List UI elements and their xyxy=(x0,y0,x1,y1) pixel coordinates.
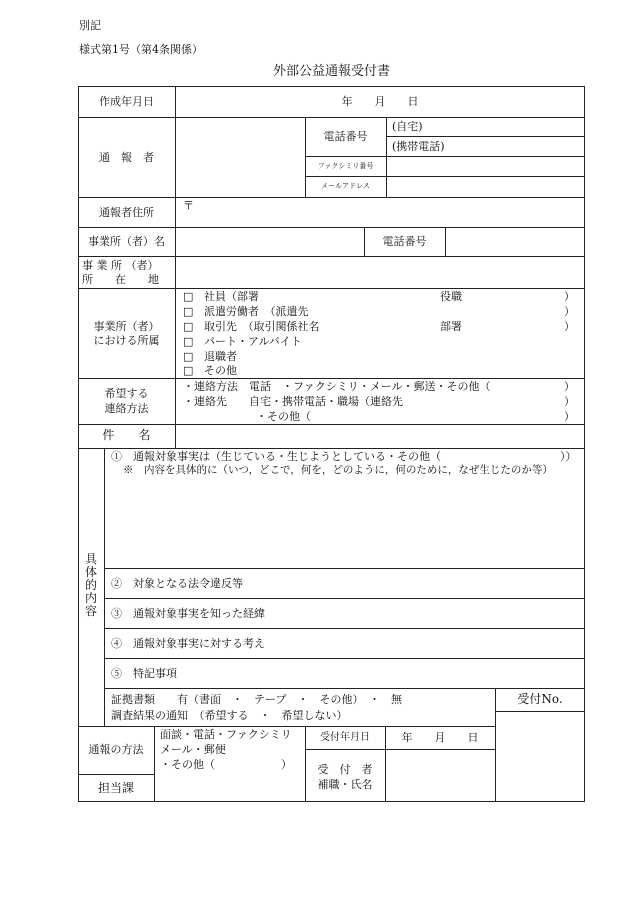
method-label: 通報の方法 xyxy=(88,743,144,756)
staff-label: 担当課 xyxy=(97,781,134,795)
phone-label: 電話番号 xyxy=(323,130,368,143)
document-title: 外部公益通報受付書 xyxy=(272,64,390,79)
checkbox-parttime[interactable]: □ xyxy=(183,335,194,348)
checkbox-dispatch[interactable]: □ xyxy=(183,305,194,318)
affiliation-employee-close: ） xyxy=(564,290,575,303)
method-line-3: ・その他（ ） xyxy=(160,758,292,771)
checkbox-retired[interactable]: □ xyxy=(183,350,194,363)
annex-label: 別記 xyxy=(79,19,101,32)
affiliation-dispatch: 派遣労働者 （派遣先 xyxy=(204,305,309,318)
reporter-label: 通 報 者 xyxy=(99,151,154,164)
contact-label-1: 希望する xyxy=(104,387,149,400)
affiliation-other: その他 xyxy=(204,364,237,377)
affiliation-retired: 退職者 xyxy=(204,350,237,363)
receipt-date-label: 受付年月日 xyxy=(320,732,370,743)
detail-1-question: ① 通報対象事実は（生じている・生じようとしている・その他（ xyxy=(111,450,441,463)
affiliation-employee: 社員（部署 xyxy=(204,290,259,303)
detail-5-notes: ⑤ 特記事項 xyxy=(111,667,177,680)
affiliation-employee-position: 役職 xyxy=(440,290,462,303)
form-number: 様式第1号（第4条関係） xyxy=(79,43,203,56)
postal-mark: 〒 xyxy=(183,199,194,212)
details-label: 具体的内容 xyxy=(84,552,97,618)
receipt-date-value: 年 月 日 xyxy=(401,731,479,744)
created-date-label: 作成年月日 xyxy=(99,95,154,108)
detail-1-note: ※ 内容を具体的に（いつ，どこで，何を，どのように，何のために，なぜ生じたのか等） xyxy=(123,464,553,476)
contact-destination-close: ） xyxy=(564,395,575,408)
affiliation-client: 取引先 （取引関係社名 xyxy=(204,320,320,333)
mail-label: メールアドレス xyxy=(321,182,370,190)
subject-label: 件 名 xyxy=(102,428,151,442)
created-date-value: 年 月 日 xyxy=(341,95,419,108)
contact-label-2: 連絡方法 xyxy=(104,402,149,415)
detail-1-close: ）） xyxy=(560,450,577,463)
office-phone-label: 電話番号 xyxy=(382,235,427,248)
office-name-label: 事業所（者）名 xyxy=(88,235,165,248)
detail-3-background: ③ 通報対象事実を知った経緯 xyxy=(111,607,265,620)
office-address-label-1: 事 業 所 （者） xyxy=(82,259,159,272)
method-line-1: 面談・電話・ファクシミリ xyxy=(160,728,292,741)
checkbox-other[interactable]: □ xyxy=(183,364,194,377)
notice-line: 調査結果の通知 （希望する ・ 希望しない） xyxy=(111,709,348,722)
method-line-2: メール・郵便 xyxy=(160,743,226,756)
contact-destination-line: ・連絡先 自宅・携帯電話・職場（連絡先 xyxy=(183,395,403,408)
affiliation-label-1: 事業所（者） xyxy=(93,320,160,333)
office-address-label-2: 所 在 地 xyxy=(82,273,159,286)
affiliation-label-2: における所属 xyxy=(93,334,160,347)
receiver-label-1: 受 付 者 xyxy=(317,763,373,776)
receipt-number-label: 受付No. xyxy=(517,692,563,706)
contact-other-line: ・その他（ xyxy=(256,410,311,423)
fax-label: ファクシミリ番号 xyxy=(317,162,374,170)
contact-other-close: ） xyxy=(564,410,575,423)
contact-method-line: ・連絡方法 電話 ・ファクシミリ・メール・郵送・その他（ xyxy=(183,380,491,393)
receiver-label-2: 補職・氏名 xyxy=(317,778,373,791)
affiliation-client-dept: 部署 xyxy=(440,320,462,333)
contact-method-close: ） xyxy=(564,380,575,393)
affiliation-client-close: ） xyxy=(564,320,575,333)
detail-4-opinion: ④ 通報対象事実に対する考え xyxy=(111,637,265,650)
phone-home: (自宅) xyxy=(392,120,423,133)
reporter-address-label: 通報者住所 xyxy=(99,206,154,219)
checkbox-employee[interactable]: □ xyxy=(183,290,194,303)
detail-2-law: ② 対象となる法令違反等 xyxy=(111,577,243,590)
phone-mobile: (携帯電話) xyxy=(392,140,445,153)
affiliation-parttime: パート・アルバイト xyxy=(204,335,302,348)
affiliation-dispatch-close: ） xyxy=(564,305,575,318)
checkbox-client[interactable]: □ xyxy=(183,320,194,333)
evidence-line: 証拠書類 有（書面 ・ テープ ・ その他） ・ 無 xyxy=(111,693,402,706)
